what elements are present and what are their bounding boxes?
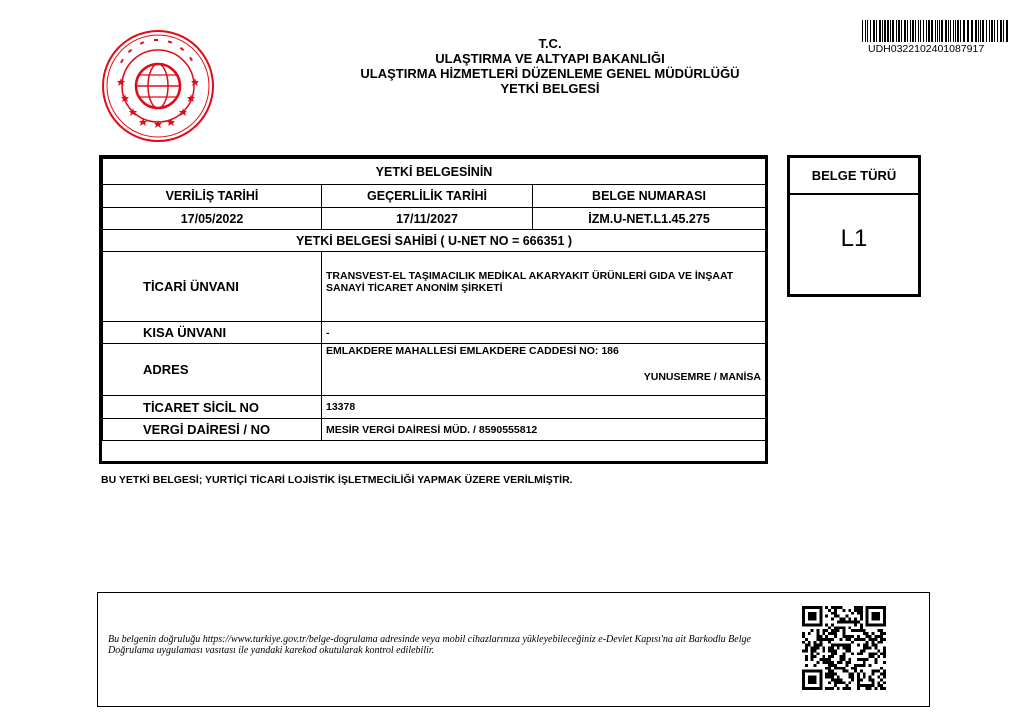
tax-office-value: MESİR VERGİ DAİRESİ MÜD. / 8590555812 <box>322 419 766 441</box>
issue-date-header: VERİLİŞ TARİHİ <box>103 185 322 208</box>
barcode-number: UDH0322102401087917 <box>868 43 985 55</box>
ministry-seal-icon <box>100 28 216 144</box>
header-tc: T.C. <box>538 36 562 51</box>
holder-title: YETKİ BELGESİ SAHİBİ ( U-NET NO = 666351 ) <box>103 230 766 252</box>
document-type-value: L1 <box>840 225 868 252</box>
registry-label: TİCARET SİCİL NO <box>103 396 322 419</box>
document-type-label: BELGE TÜRÜ <box>790 158 918 195</box>
document-number-value: İZM.U-NET.L1.45.275 <box>533 208 766 230</box>
issue-date-value: 17/05/2022 <box>103 208 322 230</box>
section-title: YETKİ BELGESİNİN <box>103 159 766 185</box>
header-directorate: ULAŞTIRMA HİZMETLERİ DÜZENLEME GENEL MÜDÜRLÜĞÜ <box>360 66 740 81</box>
address-line-1: EMLAKDERE MAHALLESİ EMLAKDERE CADDESİ NO: 186 <box>326 345 619 357</box>
header-document-title: YETKİ BELGESİ <box>500 81 600 96</box>
document-header <box>300 36 800 96</box>
tax-office-label: VERGİ DAİRESİ / NO <box>103 419 322 441</box>
document-type-box <box>787 155 921 297</box>
registry-value: 13378 <box>322 396 766 419</box>
trade-name-value: TRANSVEST-EL TAŞIMACILIK MEDİKAL AKARYAKIT ÜRÜNLERİ GIDA VE İNŞAAT SANAYİ TİCARET ANONİM ŞİRKETİ <box>322 252 766 322</box>
document-number-header: BELGE NUMARASI <box>533 185 766 208</box>
address-value <box>322 344 766 396</box>
address-line-2: YUNUSEMRE / MANİSA <box>643 371 761 383</box>
qr-code-icon[interactable] <box>802 606 886 690</box>
trade-name-label: TİCARİ ÜNVANI <box>103 252 322 322</box>
barcode-icon <box>862 20 1010 42</box>
address-label: ADRES <box>103 344 322 396</box>
header-ministry: ULAŞTIRMA VE ALTYAPI BAKANLIĞI <box>435 51 665 66</box>
certificate-table <box>99 155 768 464</box>
validity-date-header: GEÇERLİLİK TARİHİ <box>322 185 533 208</box>
short-name-label: KISA ÜNVANI <box>103 322 322 344</box>
authorization-note: BU YETKİ BELGESİ; YURTİÇİ TİCARİ LOJİSTİK İŞLETMECİLİĞİ YAPMAK ÜZERE VERİLMİŞTİR. <box>101 474 573 486</box>
short-name-value: - <box>322 322 766 344</box>
verification-text: Bu belgenin doğruluğu https://www.turkiye.gov.tr/belge-dogrulama adresinde veya mobil cihazlarınıza yükleyebileceğiniz e-Devlet Kapısı'na ait Barkodlu Belge Doğrulama uygulaması vasıtası ile yandaki karekod okutularak kontrol edilebilir. <box>108 634 751 656</box>
validity-date-value: 17/11/2027 <box>322 208 533 230</box>
verification-box <box>97 592 930 707</box>
